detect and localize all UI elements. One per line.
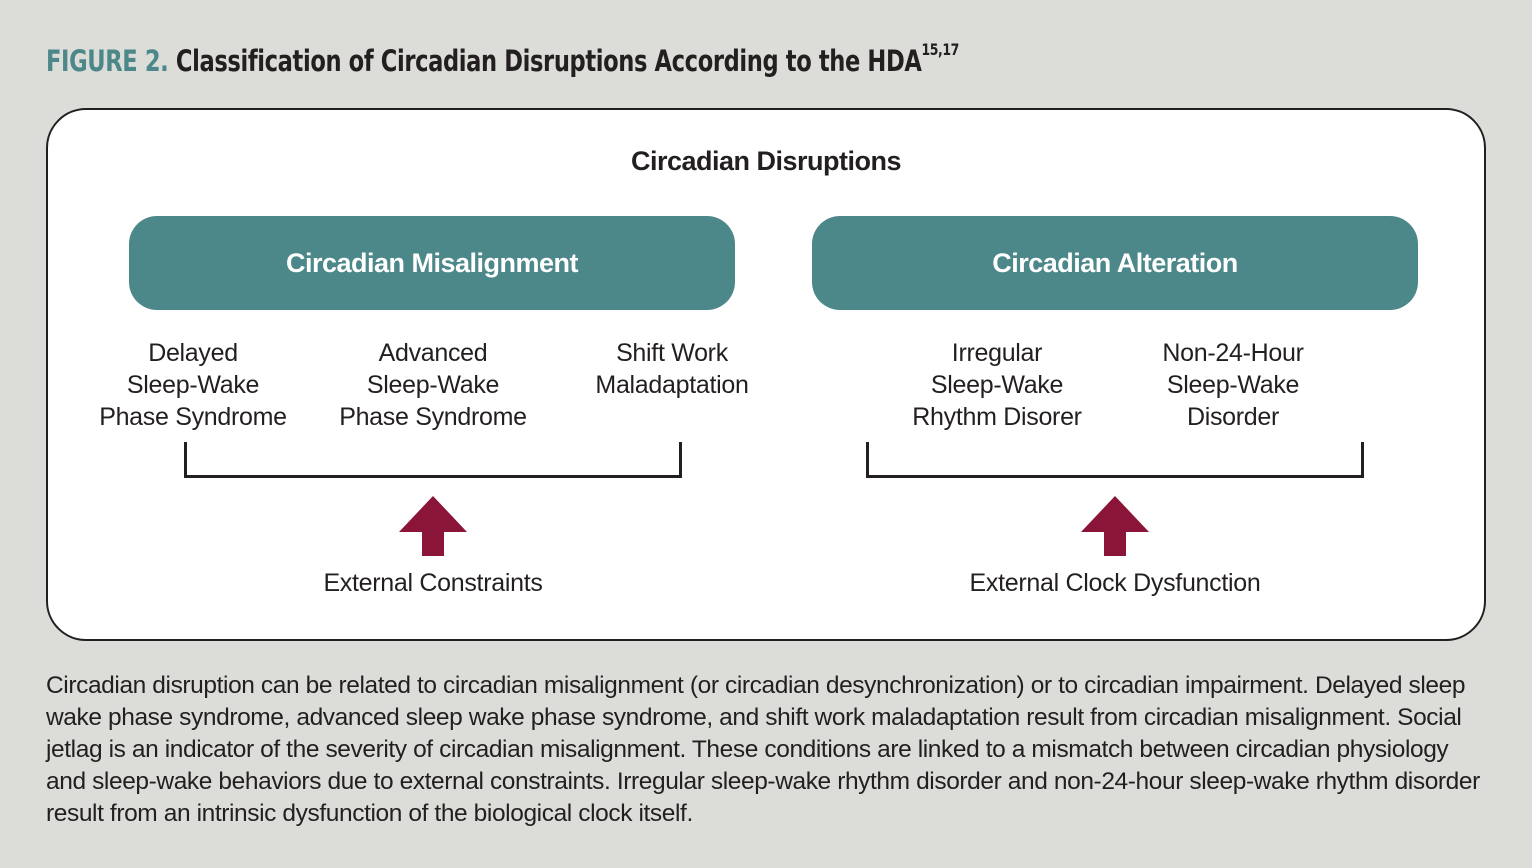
up-arrow-icon <box>397 496 469 556</box>
subtype-delayed-sleep-wake: Delayed Sleep-Wake Phase Syndrome <box>99 339 287 431</box>
figure-references: 15,17 <box>921 40 959 59</box>
cause-external-clock-dysfunction: External Clock Dysfunction <box>969 569 1261 597</box>
figure-title <box>46 40 959 79</box>
figure-title-text: Classification of Circadian Disruptions According to the HDA <box>175 44 922 78</box>
diagram-heading: Circadian Disruptions <box>630 146 902 176</box>
bracket-misalignment <box>184 442 682 478</box>
figure-caption: Circadian disruption can be related to circadian misalignment (or circadian desynchronization) or to circadian impairment. Delayed sleep wake phase syndrome, advanced sleep wake phase syndrome, and shift work maladaptation result from circadian misalignment. Social jetlag is an indicator of the severity of circadian misalignment. These conditions are linked to a mismatch between circadian physiology and sleep-wake behaviors due to external constraints. Irregular sleep-wake rhythm disorder and non-24-hour sleep-wake rhythm disorder result from an intrinsic dysfunction of the biological clock itself. <box>46 672 1480 827</box>
category-box-alteration: Circadian Alteration <box>812 216 1418 310</box>
subtype-non-24-hour: Non-24-Hour Sleep-Wake Disorder <box>1162 339 1304 431</box>
figure-label: FIGURE 2. <box>46 44 169 78</box>
bracket-alteration <box>866 442 1364 478</box>
subtype-irregular-sleep-wake: Irregular Sleep-Wake Rhythm Disorer <box>912 339 1082 431</box>
subtype-advanced-sleep-wake: Advanced Sleep-Wake Phase Syndrome <box>339 339 527 431</box>
cause-external-constraints: External Constraints <box>323 569 543 597</box>
category-box-misalignment: Circadian Misalignment <box>129 216 735 310</box>
up-arrow-icon <box>1079 496 1151 556</box>
subtype-shift-work: Shift Work Maladaptation <box>595 339 749 399</box>
